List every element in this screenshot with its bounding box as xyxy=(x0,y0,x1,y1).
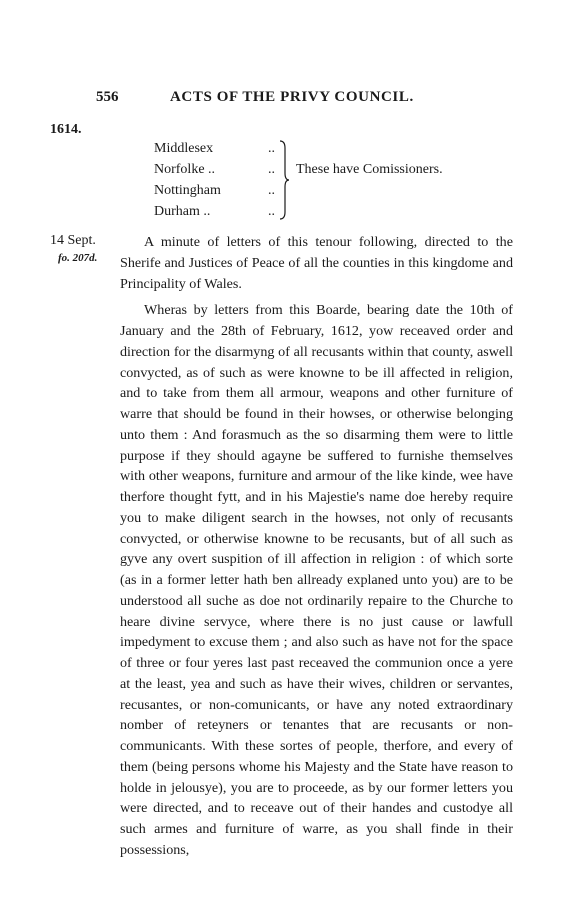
leader-dots: .. xyxy=(268,162,275,177)
county-name: Middlesex xyxy=(154,141,214,156)
county-list xyxy=(154,138,275,222)
county-row xyxy=(154,159,275,180)
running-title: ACTS OF THE PRIVY COUNCIL. xyxy=(170,89,414,105)
right-brace-icon xyxy=(279,140,289,220)
leader-dots: .. xyxy=(268,183,275,198)
county-row xyxy=(154,201,275,222)
county-name: Durham .. xyxy=(154,204,211,219)
county-row xyxy=(154,138,275,159)
county-row xyxy=(154,180,275,201)
running-header xyxy=(96,88,476,106)
leader-dots: .. xyxy=(268,141,275,156)
margin-folio: fo. 207d. xyxy=(58,252,98,264)
county-name: Norfolke .. xyxy=(154,162,216,177)
margin-year: 1614. xyxy=(50,122,82,137)
margin-date: 14 Sept. xyxy=(50,233,96,248)
body-text xyxy=(120,232,513,861)
brace-label: These have Comissioners. xyxy=(296,162,443,177)
county-name: Nottingham xyxy=(154,183,221,198)
leader-dots: .. xyxy=(268,204,275,219)
paragraph: Wheras by letters from this Boarde, bearing date the 10th of January and the 28th of February, 1612, yow receaved order and direction for the disarmyng of all recusants within that county, aswell convycted, as of such as were knowne to be ill affected in religion, and to take from them all armour, weapons and other furniture of warre that should be found in their howses, or otherwise belonging unto them : And forasmuch as the so disarming them were to little purpose if they should agayne be suffered to furnishe themselves with other weapons, furniture and armour of the like kinde, wee have therfore thought fytt, and in his Majestie's name doe hereby require you to make diligent search in the howses, not only of recusants convycted, or otherwise knowne to be recusants, but of all such as gyve any overt suspition of ill affection in religion : of which sorte (as in a former letter hath ben allready explaned unto you) are to be understood all suche as doe not ordinarily repaire to the Churche to heare divine servyce, where there is no just cause or lawfull impedyment to excuse them ; and also such as have not for the space of three or four yeres last past receaved the communion once a yere at the least, yea and such as have their wives, children or servantes, recusantes, or non-comunicants, or have any noted extraordinary nomber of reteyners or tenantes that are recusants or non-communicants. With these sortes of people, therfore, and every of them (being persons whome his Majesty and the State have reason to holde in jelousye), you are to proceede, as by our former letters you were directed, and to receave out of their handes and custodye all such armes and furniture of warre, as you shall finde in their possessions, xyxy=(120,302,513,858)
paragraph: A minute of letters of this tenour following, directed to the Sherife and Justices of Peace of all the counties in this kingdome and Principality of Wales. xyxy=(120,234,513,292)
page-number: 556 xyxy=(96,89,119,105)
